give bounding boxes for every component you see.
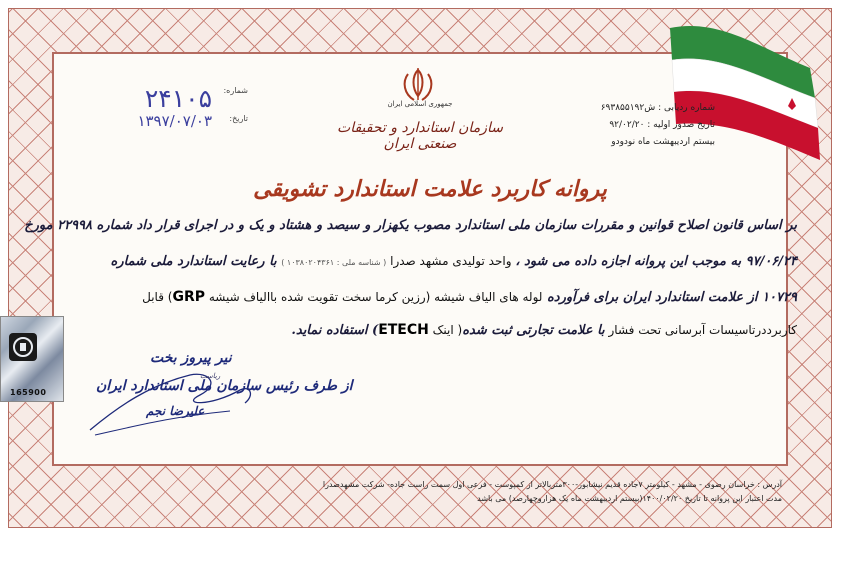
- serial-date-label: تاریخ:: [229, 114, 248, 123]
- product-suffix: ) قابل: [142, 290, 173, 304]
- product-code: GRP: [172, 289, 205, 305]
- republic-caption: جمهوری اسلامی ایران: [387, 100, 453, 108]
- signatory-name: نیر پیروز بخت: [150, 350, 232, 366]
- trademark-prefix: ( اینک: [428, 323, 463, 337]
- serial-date: ۱۳۹۷/۰۷/۰۳: [137, 112, 212, 130]
- validity-period: مدت اعتبار این پروانه تا تاریخ ۱۴۰۰/۰۲/۲۰(بیستم اردیبهشت ماه یک هزاروچهارصد) می باشد: [477, 494, 782, 503]
- body-line-2: [111, 254, 797, 269]
- tracking-number: شماره ردیابی : ش۶۹۳۸۵۵۱۹۲: [600, 103, 715, 113]
- serial-number: ۲۴۱۰۵: [144, 84, 212, 113]
- iran-flag-icon: [660, 8, 832, 178]
- company-name: واحد تولیدی مشهد صدرا: [386, 254, 516, 268]
- product-description: لوله های الیاف شیشه (رزین کرما سخت تقویت شده باالیاف شیشه: [205, 290, 543, 304]
- serial-number-label: شماره:: [223, 86, 248, 95]
- iran-emblem-icon: [398, 66, 438, 104]
- trademark-name: ETECH: [378, 322, 429, 338]
- signatory-on-behalf: از طرف رئیس سازمان ملی استاندارد ایران: [96, 378, 353, 394]
- standard-logo-icon: [7, 331, 39, 363]
- national-id: ( شناسه ملی : ۱۰۳۸۰۲۰۴۳۶۱ ): [281, 258, 387, 267]
- body-line-3: [142, 289, 797, 305]
- serial-block: [128, 84, 248, 134]
- signatory-second-name: علیرضا نجم: [146, 404, 205, 418]
- certificate-title: پروانه کاربرد علامت استاندارد تشویقی: [253, 176, 607, 202]
- hologram-code: 165900: [10, 388, 47, 397]
- organization-name: سازمان استاندارد و تحقیقات صنعتی ایران: [337, 120, 503, 152]
- issue-date-words: بیستم اردیبهشت ماه نودودو: [611, 137, 715, 147]
- contract-date-handwritten: ۹۷/۰۶/۲۴ به موجب این پروانه اجازه داده می شود ،: [515, 254, 797, 269]
- certificate-meta: [565, 100, 715, 151]
- issue-date: تاریخ صدور اولیه : ۹۲/۰۲/۲۰: [609, 120, 715, 130]
- company-address: آدرس : خراسان رضوی - مشهد - کیلومتر ۷جاده قدیم نیشابور-۳۰۰متربالاتر از کمپوست - فرعی اول سمت راست جاده- شرکت مشهدصدرا: [322, 480, 782, 489]
- body-line-4: [291, 322, 797, 338]
- trademark-phrase: با علامت تجارتی ثبت شده: [462, 323, 605, 338]
- standard-reference: با رعایت استاندارد ملی شماره: [110, 254, 282, 269]
- certificate-footer: [222, 478, 782, 506]
- standard-number-handwritten: ۱۰۷۲۹ از علامت استاندارد ایران برای فرآورده: [542, 290, 797, 305]
- closing-phrase: ) استفاده نماید.: [291, 323, 379, 338]
- signatory-role: ریاست: [200, 372, 221, 380]
- application-text: کاربرددرتاسیسات آبرسانی تحت فشار: [604, 323, 797, 337]
- body-line-1: بر اساس قانون اصلاح قوانین و مقررات سازمان ملی استاندارد مصوب یکهزار و سیصد و هشتاد و یک و در اجرای قرار داد شماره ۲۲۹۹۸ مورخ: [24, 218, 797, 233]
